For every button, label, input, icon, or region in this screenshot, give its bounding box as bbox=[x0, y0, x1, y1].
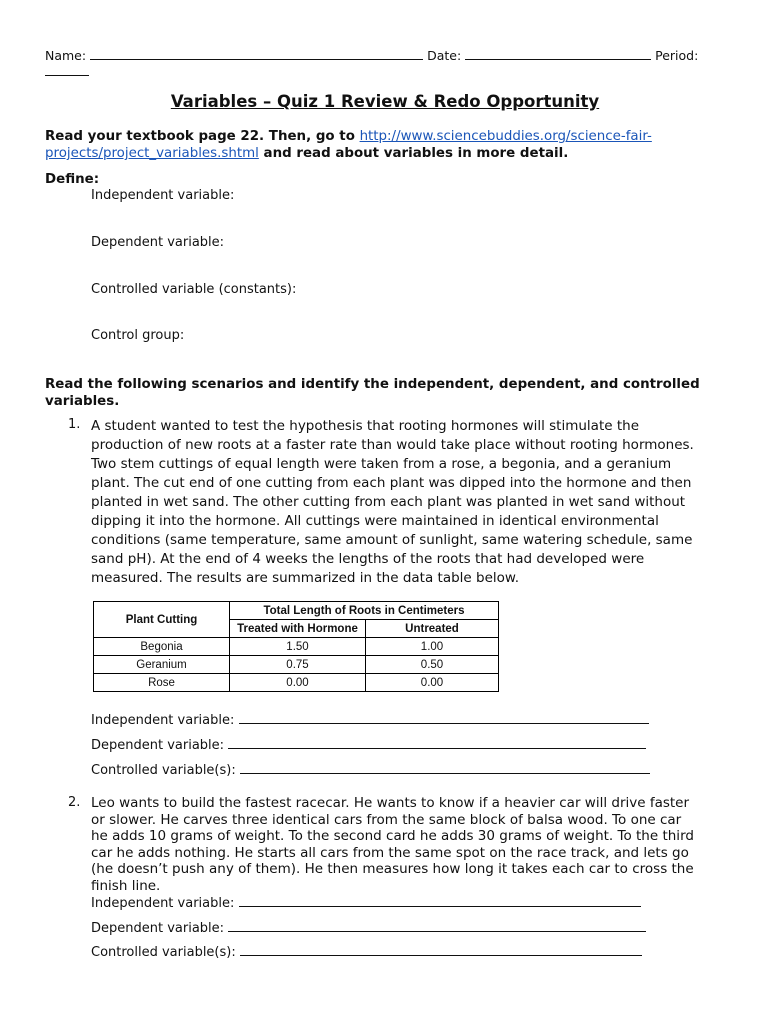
s2-dependent-blank[interactable] bbox=[228, 919, 646, 932]
s1-dependent-label: Dependent variable: bbox=[91, 738, 225, 753]
cell-plant: Geranium bbox=[94, 656, 230, 674]
scenario-1-text bbox=[91, 417, 731, 588]
name-blank[interactable] bbox=[90, 47, 423, 60]
cell-treated: 1.50 bbox=[230, 638, 366, 656]
scenario-1-line: sand pH). At the end of 4 weeks the lengths of the roots that had developed were bbox=[91, 551, 645, 567]
scenario-2-line: (he doesn’t push any of them). He then measures how long it takes each car to cross the bbox=[91, 861, 694, 877]
scenario-1-line: planted in wet sand. The other cutting from each plant was planted in wet sand without bbox=[91, 494, 686, 510]
period-blank-row bbox=[45, 63, 89, 79]
define-independent: Independent variable: bbox=[91, 188, 235, 203]
scenario-2-line: he adds 10 grams of weight. To the second card he adds 30 grams of weight. To the third bbox=[91, 828, 694, 844]
scenario-2-text bbox=[91, 795, 731, 894]
s1-controlled-label: Controlled variable(s): bbox=[91, 763, 236, 778]
define-controlled: Controlled variable (constants): bbox=[91, 282, 297, 297]
scenario-2-line: finish line. bbox=[91, 877, 161, 894]
s2-independent-row bbox=[91, 894, 641, 911]
scenario-1-line: plant. The cut end of one cutting from each plant was dipped into the hormone and then bbox=[91, 475, 692, 491]
name-label: Name: bbox=[45, 48, 87, 63]
scenarios-heading-2: variables. bbox=[45, 394, 120, 409]
s2-dependent-label: Dependent variable: bbox=[91, 921, 225, 936]
cell-untreated: 0.50 bbox=[366, 656, 499, 674]
scenario-1-line: Two stem cuttings of equal length were taken from a rose, a begonia, and a geranium bbox=[91, 456, 672, 472]
define-control-group: Control group: bbox=[91, 328, 185, 343]
header-row bbox=[45, 47, 698, 63]
cell-plant: Begonia bbox=[94, 638, 230, 656]
s1-independent-blank[interactable] bbox=[239, 711, 649, 724]
col-treated: Treated with Hormone bbox=[230, 620, 366, 638]
col-plant-cutting: Plant Cutting bbox=[94, 602, 230, 638]
s1-controlled-row bbox=[91, 761, 650, 778]
sciencebuddies-link-cont[interactable]: projects/project_variables.shtml bbox=[45, 146, 259, 161]
scenarios-heading-1: Read the following scenarios and identify the independent, dependent, and controlled bbox=[45, 377, 700, 392]
s2-independent-blank[interactable] bbox=[239, 894, 641, 907]
s2-controlled-label: Controlled variable(s): bbox=[91, 945, 236, 960]
date-blank[interactable] bbox=[465, 47, 651, 60]
intro-line-2 bbox=[45, 146, 735, 161]
s1-controlled-blank[interactable] bbox=[240, 761, 650, 774]
cell-treated: 0.00 bbox=[230, 674, 366, 692]
col-group-total-length: Total Length of Roots in Centimeters bbox=[230, 602, 499, 620]
col-untreated: Untreated bbox=[366, 620, 499, 638]
table-row bbox=[94, 638, 499, 656]
s2-controlled-row bbox=[91, 943, 642, 960]
scenario-1-line: A student wanted to test the hypothesis that rooting hormones will stimulate the bbox=[91, 418, 640, 434]
s1-dependent-blank[interactable] bbox=[228, 736, 646, 749]
intro-line-1 bbox=[45, 129, 735, 144]
intro-text-b: and read about variables in more detail. bbox=[258, 146, 569, 161]
scenario-2-number: 2. bbox=[68, 795, 81, 810]
scenario-1-line: production of new roots at a faster rate than would take place without rooting hormones. bbox=[91, 437, 694, 453]
table-row bbox=[94, 656, 499, 674]
scenario-2-line: car he adds nothing. He starts all cars from the same spot on the race track, and lets go bbox=[91, 844, 689, 861]
root-length-table bbox=[93, 601, 499, 692]
page-title: Variables – Quiz 1 Review & Redo Opportunity bbox=[170, 92, 600, 111]
scenario-1-line: measured. The results are summarized in the data table below. bbox=[91, 570, 519, 586]
cell-untreated: 0.00 bbox=[366, 674, 499, 692]
cell-untreated: 1.00 bbox=[366, 638, 499, 656]
scenario-1-number: 1. bbox=[68, 417, 81, 432]
s2-controlled-blank[interactable] bbox=[240, 943, 642, 956]
table-row bbox=[94, 674, 499, 692]
define-heading: Define: bbox=[45, 172, 100, 187]
scenario-1-line: dipping it into the hormone. All cuttings were maintained in identical environmental bbox=[91, 513, 659, 529]
scenario-2-line: or slower. He carves three identical cars from the same block of balsa wood. To one car bbox=[91, 811, 682, 828]
period-label: Period: bbox=[655, 48, 699, 63]
s1-independent-row bbox=[91, 711, 649, 728]
s1-independent-label: Independent variable: bbox=[91, 713, 235, 728]
s2-dependent-row bbox=[91, 919, 646, 936]
intro-text-a: Read your textbook page 22. Then, go to bbox=[45, 129, 360, 144]
define-dependent: Dependent variable: bbox=[91, 235, 225, 250]
period-blank[interactable] bbox=[45, 63, 89, 76]
s1-dependent-row bbox=[91, 736, 646, 753]
scenario-2-line: Leo wants to build the fastest racecar. He wants to know if a heavier car will drive faster bbox=[91, 795, 690, 811]
cell-treated: 0.75 bbox=[230, 656, 366, 674]
date-label: Date: bbox=[427, 48, 462, 63]
cell-plant: Rose bbox=[94, 674, 230, 692]
scenario-1-line: conditions (same temperature, same amount of sunlight, same watering schedule, same bbox=[91, 532, 693, 548]
sciencebuddies-link[interactable]: http://www.sciencebuddies.org/science-fair- bbox=[359, 129, 652, 144]
s2-independent-label: Independent variable: bbox=[91, 896, 235, 911]
